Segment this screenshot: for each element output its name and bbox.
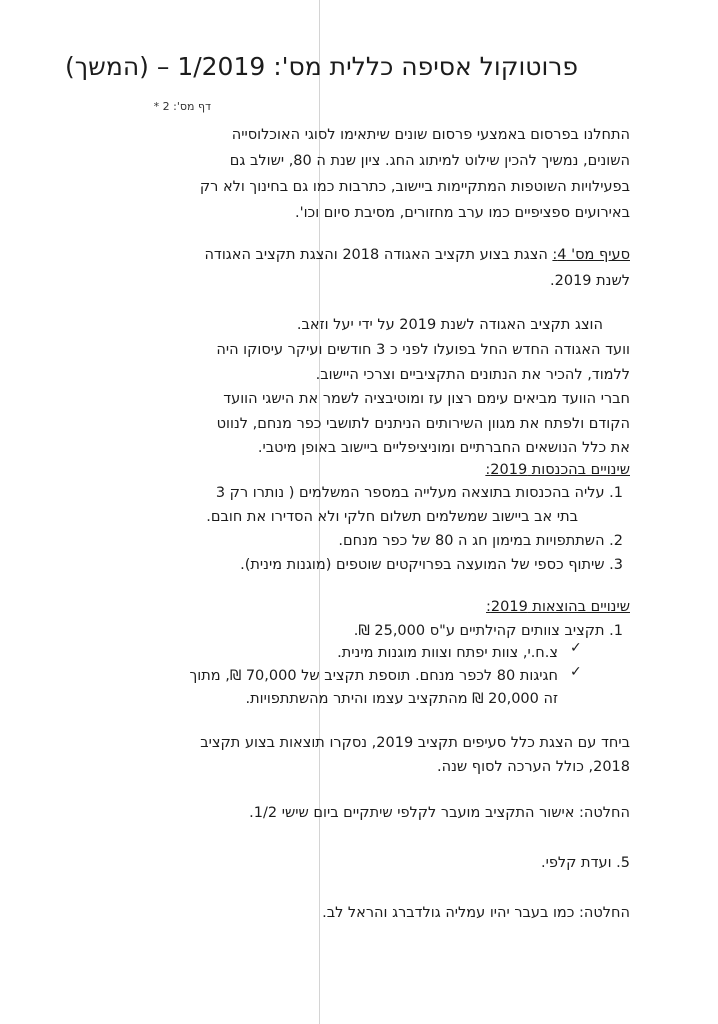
intro-line: באירועים ספציפיים כמו ערב מחזורים, מסיבת סיום וכו'. xyxy=(295,205,630,221)
budget-line: הקודם ולפתח את מגוון השירותים הניתנים לתושבי כפר מנחם, לנווט xyxy=(216,416,630,432)
decision-committee: החלטה: כמו בעבר יהיו עמליה גולדברג והראל לב. xyxy=(322,905,630,921)
section4-title-line2: לשנת 2019. xyxy=(550,273,630,289)
section5-heading: 5. ועדת קלפי. xyxy=(541,855,630,871)
page-number: דף מס': 2 * xyxy=(153,100,211,113)
intro-line: בפעילויות השוטפות המתקיימות ביישוב, כתרבות כמו גם בחינוך ולא רק xyxy=(199,179,630,195)
expenses-heading: שינויים בהוצאות 2019: xyxy=(486,599,630,615)
income-item-continuation: בתי אב ביישוב שמשלמים תשלום חלקי ולא הסדירו את חובם. xyxy=(206,509,578,525)
decision-budget: החלטה: אישור התקציב מועבר לקלפי שיתקיים ביום שישי 1/2. xyxy=(249,805,630,821)
budget-line: חברי הוועד מביאים עימם רצון עז ומוטיבציה לשמר את הישגי הוועד xyxy=(223,391,630,407)
document-title: פרוטוקול אסיפה כללית מס': 1/2019 – (המשך) xyxy=(64,52,578,81)
section4-heading xyxy=(204,247,630,263)
income-item: 3. שיתוף כספי של המועצה בפרויקטים שוטפים (מוגנות מינית). xyxy=(240,557,623,573)
income-item: 1. עליה בהכנסות בתוצאה מעלייה במספר המשלמים ( נותרו רק 3 xyxy=(215,485,623,501)
check-icon: ✓ xyxy=(570,640,582,656)
budget-line: וועד האגודה החדש החל בפועלו לפני כ 3 חודשים ועיקר עיסוקו היה xyxy=(216,342,630,358)
expenses-bullet-continuation: זה 20,000 ₪ מהתקציב עצמו והיתר מהשתתפויות. xyxy=(245,691,558,707)
intro-line: השונים, נמשיך להכין שילוט למיתוג החג. ציון שנת ה 80, ישולב גם xyxy=(229,153,630,169)
budget-line: את כלל הנושאים החברתיים ומוניציפליים ביישוב באופן מיטבי. xyxy=(257,440,630,456)
section4-title: הצגת בצוע תקציב האגודה 2018 והצגת תקציב האגודה xyxy=(204,247,548,263)
expenses-bullet: צ.ח.י, צוות יפתח וצוות מוגנות מינית. xyxy=(337,645,558,661)
budget-line: ללמוד, להכיר את הנתונים התקציביים וצרכי היישוב. xyxy=(315,367,630,383)
summary-line: 2018, כולל הערכה לסוף שנה. xyxy=(437,759,630,775)
expenses-bullet: חגיגות 80 לכפר מנחם. תוספת תקציב של 70,000 ₪, מתוך xyxy=(189,668,558,684)
check-icon: ✓ xyxy=(570,664,582,680)
summary-line: ביחד עם הצגת כלל סעיפים תקציב 2019, נסקרו תוצאות בצוע תקציב xyxy=(200,735,630,751)
intro-line: התחלנו בפרסום באמצעי פרסום שונים שיתאימו לסוגי האוכלוסייה xyxy=(231,127,630,143)
income-heading: שינויים בהכנסות 2019: xyxy=(485,462,630,478)
expenses-item: 1. תקציב צוותים קהילתיים ע"ס 25,000 ₪. xyxy=(353,623,623,639)
section4-label: סעיף מס' 4: xyxy=(552,247,630,263)
income-item: 2. השתתפויות במימון חג ה 80 של כפר מנחם. xyxy=(338,533,623,549)
budget-line: הוצג תקציב האגודה לשנת 2019 על ידי יעל וזאב. xyxy=(296,317,603,333)
